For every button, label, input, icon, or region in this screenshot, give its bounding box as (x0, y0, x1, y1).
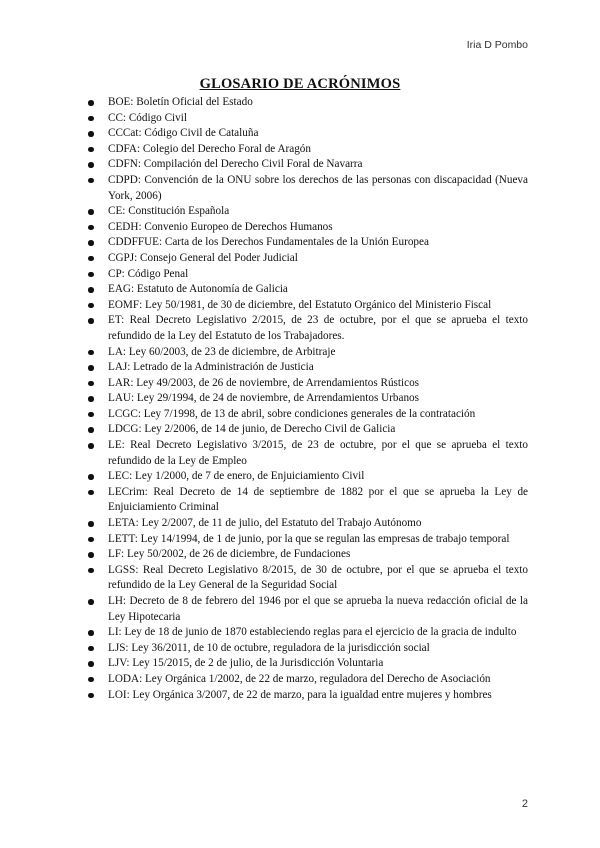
list-item (88, 111, 528, 127)
bullet-icon (88, 256, 94, 262)
list-item-text: LAR: Ley 49/2003, de 26 de noviembre, de Arrendamientos Rústicos (108, 376, 420, 389)
list-item-text: LA: Ley 60/2003, de 23 de diciembre, de Arbitraje (108, 345, 336, 358)
list-item-text: CGPJ: Consejo General del Poder Judicial (108, 251, 298, 264)
list-item (88, 376, 528, 392)
list-item (88, 345, 528, 361)
acronym-list (88, 95, 528, 703)
bullet-icon (88, 661, 94, 667)
bullet-icon (88, 225, 94, 231)
list-item-text: CEDH: Convenio Europeo de Derechos Humanos (108, 220, 333, 233)
bullet-icon (88, 490, 94, 496)
list-item (88, 547, 528, 563)
list-item-text: ET: Real Decreto Legislativo 2/2015, de 23 de octubre, por el que se aprueba el texto refundido de la Ley del Estatuto de los Trabajadores. (108, 314, 528, 342)
bullet-icon (88, 162, 94, 168)
bullet-icon (88, 350, 94, 356)
list-item-text: LAJ: Letrado de la Administración de Justicia (108, 361, 314, 374)
list-item-text: CDPD: Convención de la ONU sobre los derechos de las personas con discapacidad (Nueva York, 2006) (108, 173, 528, 202)
bullet-icon (88, 287, 94, 293)
bullet-icon (88, 100, 94, 106)
list-item-text: CC: Código Civil (108, 111, 187, 124)
list-item-text: LECrim: Real Decreto de 14 de septiembre de 1882 por el que se aprueba la Ley de Enjuiciamiento Criminal (108, 485, 528, 514)
list-item (88, 313, 528, 344)
list-item (88, 485, 528, 516)
list-item-text: CDFA: Colegio del Derecho Foral de Aragón (108, 142, 311, 155)
bullet-icon (88, 630, 94, 636)
list-item (88, 204, 528, 220)
list-item-text: LEC: Ley 1/2000, de 7 de enero, de Enjuiciamiento Civil (108, 470, 365, 483)
list-item (88, 641, 528, 657)
list-item (88, 235, 528, 251)
bullet-icon (88, 381, 94, 387)
list-item (88, 95, 528, 111)
list-item (88, 422, 528, 438)
bullet-icon (88, 147, 94, 153)
list-item (88, 267, 528, 283)
list-item-text: CE: Constitución Española (108, 205, 230, 218)
list-item (88, 688, 528, 704)
list-item (88, 157, 528, 173)
bullet-icon (88, 272, 94, 278)
list-item (88, 142, 528, 158)
bullet-icon (88, 552, 94, 558)
list-item-text: LDCG: Ley 2/2006, de 14 de junio, de Derecho Civil de Galicia (108, 423, 396, 436)
list-item (88, 532, 528, 548)
list-item (88, 360, 528, 376)
list-item-text: LF: Ley 50/2002, de 26 de diciembre, de Fundaciones (108, 548, 351, 561)
list-item (88, 563, 528, 594)
bullet-icon (88, 412, 94, 418)
page-number: 2 (521, 798, 528, 810)
list-item (88, 672, 528, 688)
list-item-text: LETA: Ley 2/2007, de 11 de julio, del Estatuto del Trabajo Autónomo (108, 517, 422, 530)
bullet-icon (88, 365, 94, 371)
page-title: GLOSARIO DE ACRÓNIMOS (199, 76, 401, 92)
list-item (88, 282, 528, 298)
list-item (88, 438, 528, 469)
list-item-text: LJV: Ley 15/2015, de 2 de julio, de la Jurisdicción Voluntaria (108, 657, 384, 670)
list-item-text: LE: Real Decreto Legislativo 3/2015, de 23 de octubre, por el que se aprueba el texto refundido de la Ley de Empleo (108, 439, 528, 467)
bullet-icon (88, 537, 94, 543)
list-item (88, 469, 528, 485)
list-item (88, 126, 528, 142)
list-item-text: LGSS: Real Decreto Legislativo 8/2015, de 30 de octubre, por el que se aprueba el texto refundido de la Ley General de la Seguridad Social (108, 563, 528, 592)
bullet-icon (88, 396, 94, 402)
bullet-icon (88, 474, 94, 480)
bullet-icon (88, 178, 94, 184)
bullet-icon (88, 599, 94, 605)
list-item (88, 407, 528, 423)
list-item (88, 251, 528, 267)
bullet-icon (88, 318, 94, 324)
header-author: Iria D Pombo (466, 39, 528, 51)
list-item (88, 173, 528, 204)
bullet-icon (88, 677, 94, 683)
list-item-text: LH: Decreto de 8 de febrero del 1946 por el que se aprueba la nueva redacción oficial de la Ley Hipotecaria (108, 595, 528, 623)
bullet-icon (88, 693, 94, 699)
bullet-icon (88, 240, 94, 246)
list-item-text: LOI: Ley Orgánica 3/2007, de 22 de marzo, para la igualdad entre mujeres y hombres (108, 688, 492, 701)
bullet-icon (88, 521, 94, 527)
list-item-text: CDFN: Compilación del Derecho Civil Foral de Navarra (108, 158, 363, 171)
list-item-text: BOE: Boletín Oficial del Estado (108, 96, 253, 108)
list-item-text: LETT: Ley 14/1994, de 1 de junio, por la que se regulan las empresas de trabajo temporal (108, 532, 510, 545)
list-item (88, 594, 528, 625)
list-item-text: CP: Código Penal (108, 267, 189, 280)
list-item (88, 298, 528, 314)
list-item-text: LODA: Ley Orgánica 1/2002, de 22 de marzo, reguladora del Derecho de Asociación (108, 672, 491, 685)
bullet-icon (88, 443, 94, 449)
bullet-icon (88, 116, 94, 122)
list-item (88, 391, 528, 407)
list-item-text: LI: Ley de 18 de junio de 1870 estableciendo reglas para el ejercicio de la gracia de indulto (108, 626, 517, 639)
list-item (88, 625, 528, 641)
bullet-icon (88, 303, 94, 309)
list-item-text: LJS: Ley 36/2011, de 10 de octubre, reguladora de la jurisdicción social (108, 641, 430, 654)
bullet-icon (88, 209, 94, 215)
list-item (88, 656, 528, 672)
list-item-text: CCCat: Código Civil de Cataluña (108, 127, 259, 140)
bullet-icon (88, 131, 94, 137)
list-item-text: EOMF: Ley 50/1981, de 30 de diciembre, del Estatuto Orgánico del Ministerio Fiscal (108, 298, 492, 311)
bullet-icon (88, 568, 94, 574)
list-item-text: LCGC: Ley 7/1998, de 13 de abril, sobre condiciones generales de la contratación (108, 407, 476, 420)
bullet-icon (88, 427, 94, 433)
list-item-text: EAG: Estatuto de Autonomía de Galicia (108, 283, 288, 296)
list-item (88, 220, 528, 236)
list-item-text: LAU: Ley 29/1994, de 24 de noviembre, de Arrendamientos Urbanos (108, 392, 419, 405)
bullet-icon (88, 646, 94, 652)
list-item-text: CDDFFUE: Carta de los Derechos Fundamentales de la Unión Europea (108, 236, 429, 249)
list-item (88, 516, 528, 532)
